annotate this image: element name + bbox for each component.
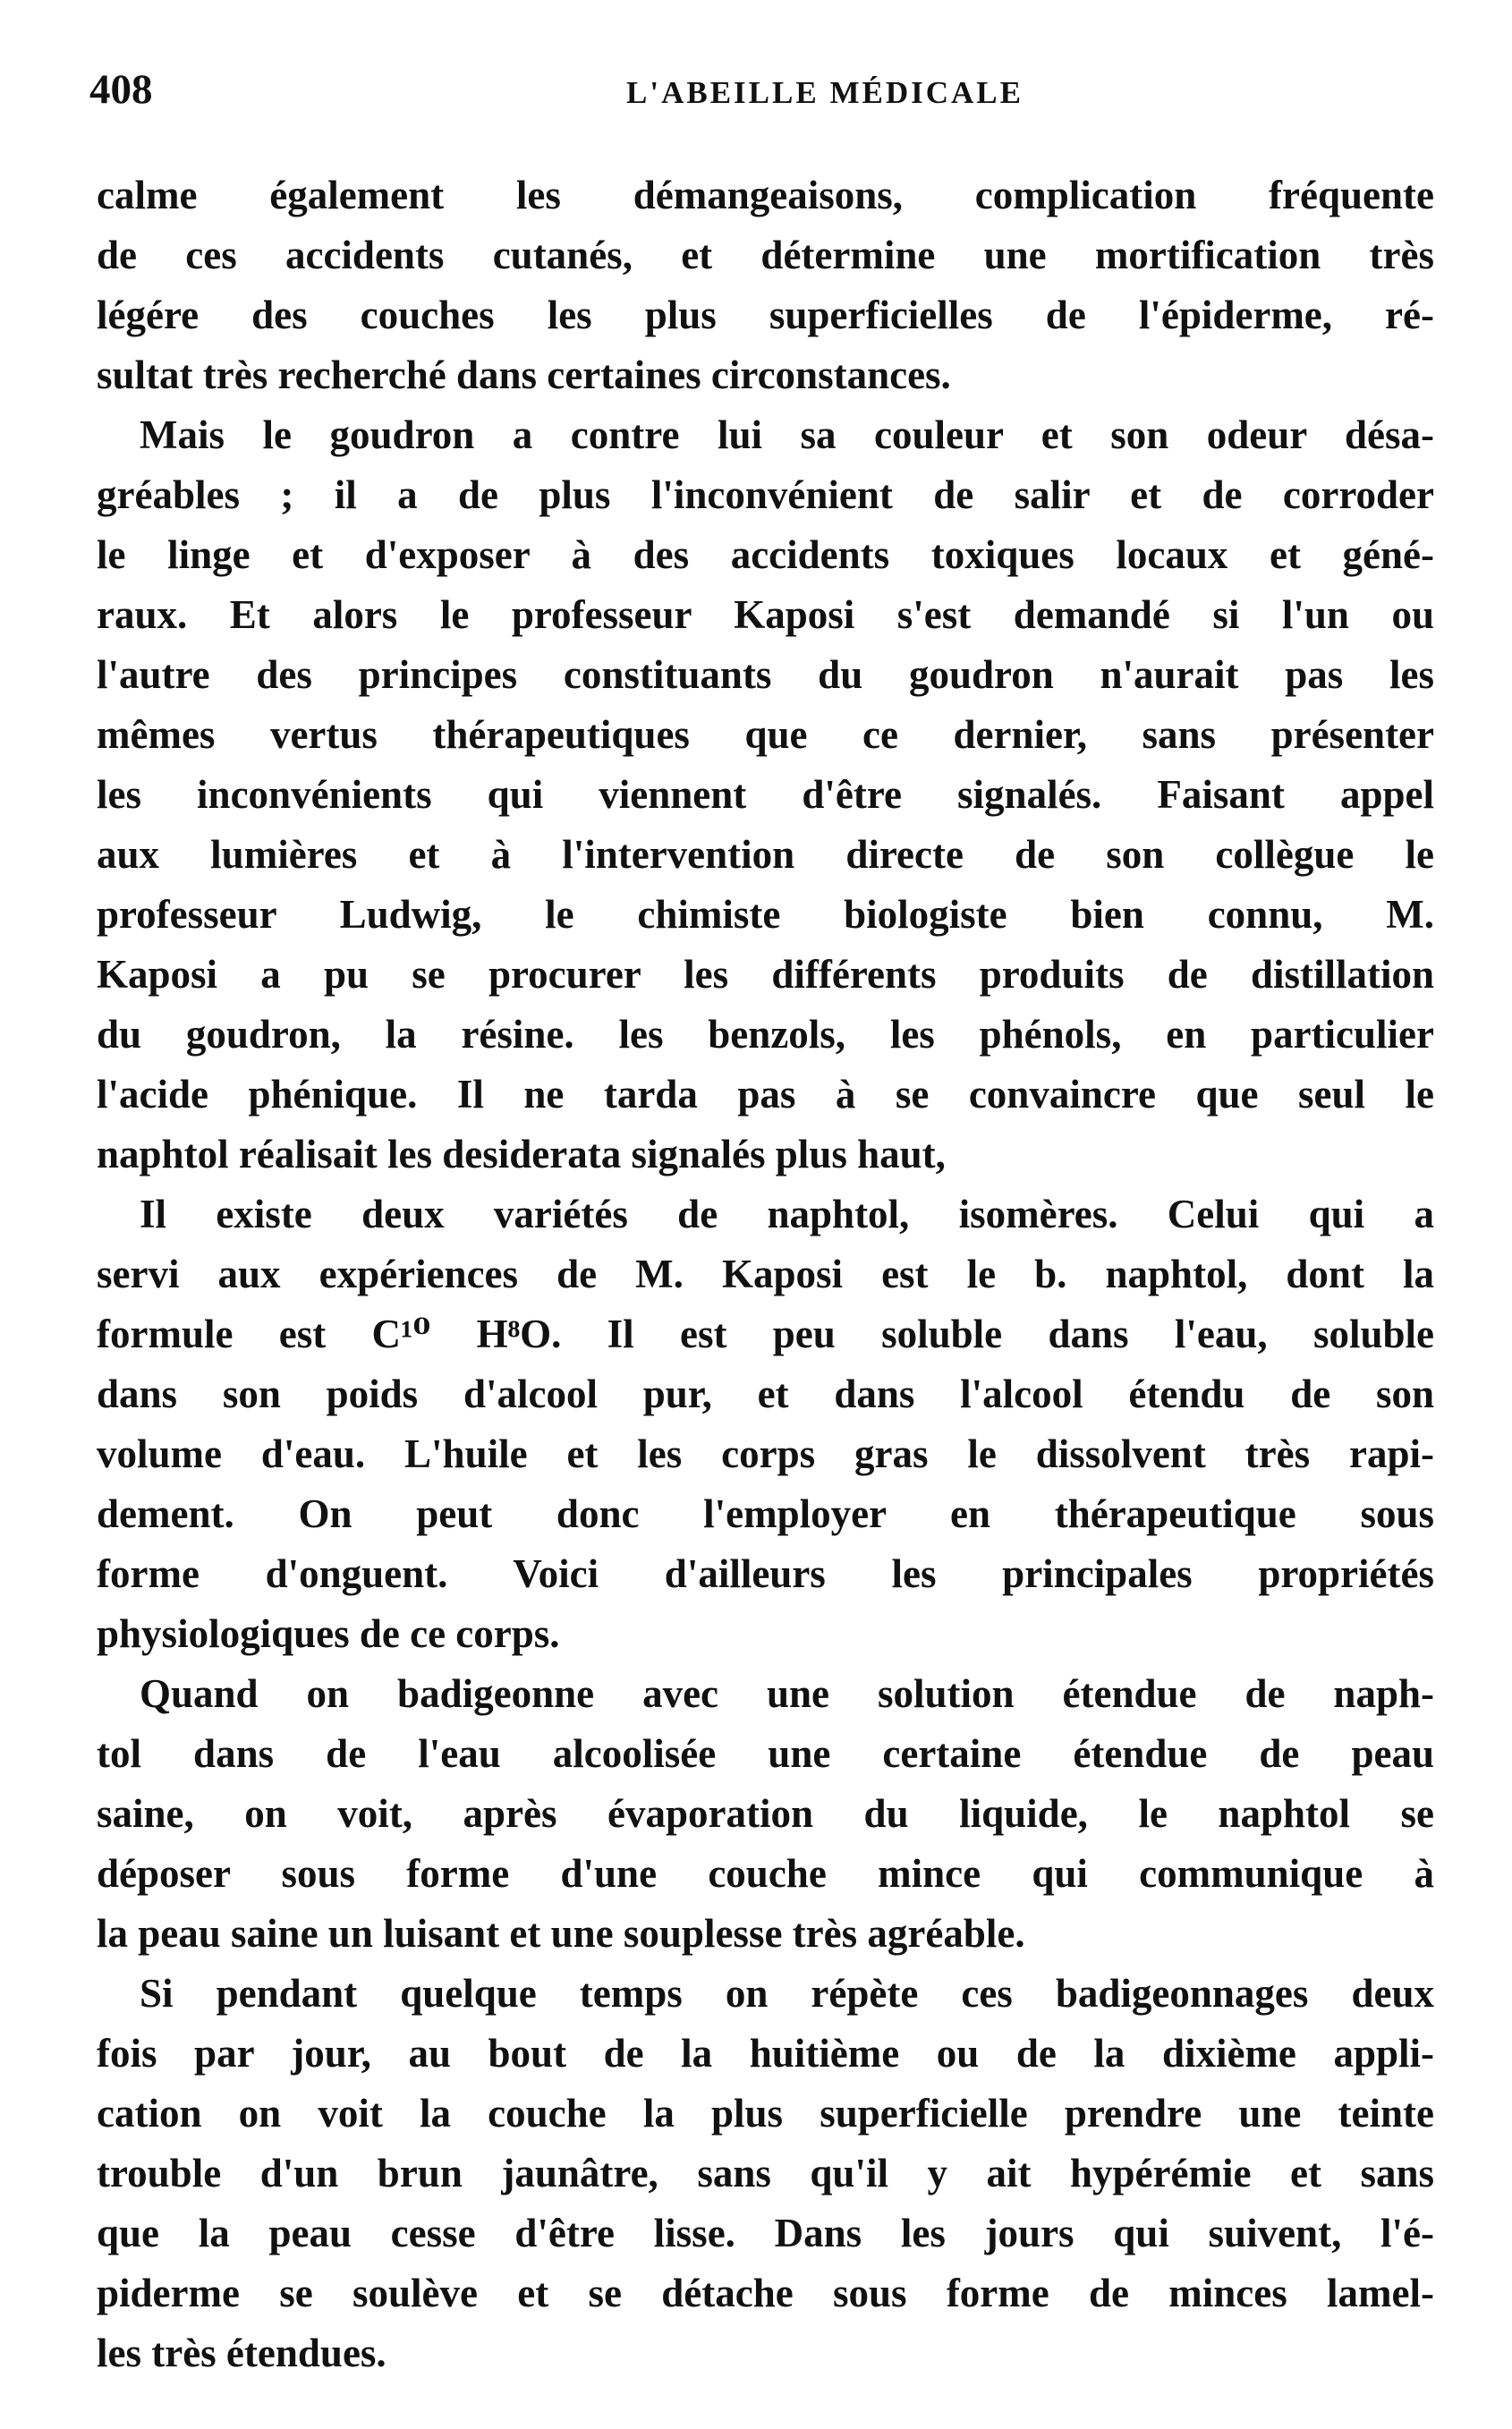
text-line: que la peau cesse d'être lisse. Dans les jours qui suivent, l'é-	[97, 2211, 1434, 2255]
text-line: piderme se soulève et se détache sous forme de minces lamel-	[97, 2271, 1434, 2315]
text-line: forme d'onguent. Voici d'ailleurs les principales propriétés	[97, 1551, 1434, 1596]
text-line: la peau saine un luisant et une souplesse très agréable.	[97, 1911, 1025, 1956]
text-line: fois par jour, au bout de la huitième ou de la dixième appli-	[97, 2031, 1434, 2076]
text-line: sultat très recherché dans certaines circonstances.	[97, 352, 951, 397]
text-line: Mais le goudron a contre lui sa couleur et son odeur désa-	[140, 412, 1434, 457]
body-text	[97, 166, 1434, 2383]
text-line: trouble d'un brun jaunâtre, sans qu'il y ait hypérémie et sans	[97, 2151, 1434, 2195]
text-line: le linge et d'exposer à des accidents toxiques locaux et géné-	[97, 532, 1434, 577]
text-line: naphtol réalisait les desiderata signalés plus haut,	[97, 1132, 946, 1176]
page-header	[89, 63, 1423, 125]
text-line: Si pendant quelque temps on répète ces badigeonnages deux	[140, 1971, 1434, 2016]
text-line: dans son poids d'alcool pur, et dans l'alcool étendu de son	[97, 1372, 1434, 1416]
text-line: tol dans de l'eau alcoolisée une certaine étendue de peau	[97, 1731, 1434, 1776]
running-title: L'ABEILLE MÉDICALE	[626, 75, 1024, 110]
text-line: Il existe deux variétés de naphtol, isomères. Celui qui a	[140, 1192, 1434, 1236]
page-number: 408	[89, 66, 153, 113]
text-line: physiologiques de ce corps.	[97, 1611, 560, 1656]
text-line: volume d'eau. L'huile et les corps gras le dissolvent très rapi-	[97, 1431, 1434, 1476]
text-line: gréables ; il a de plus l'inconvénient de salir et de corroder	[97, 472, 1434, 517]
text-line: servi aux expériences de M. Kaposi est le b. naphtol, dont la	[97, 1252, 1434, 1296]
text-line: cation on voit la couche la plus superficielle prendre une teinte	[97, 2091, 1434, 2136]
text-line: de ces accidents cutanés, et détermine une mortification très	[97, 233, 1434, 277]
text-line: Quand on badigeonne avec une solution étendue de naph-	[140, 1671, 1434, 1716]
text-line: formule est C¹⁰ H⁸O. Il est peu soluble dans l'eau, soluble	[97, 1312, 1434, 1356]
text-line: du goudron, la résine. les benzols, les phénols, en particulier	[97, 1012, 1434, 1057]
text-line: les très étendues.	[97, 2331, 386, 2375]
text-line: l'acide phénique. Il ne tarda pas à se convaincre que seul le	[97, 1072, 1434, 1117]
text-line: saine, on voit, après évaporation du liquide, le naphtol se	[97, 1791, 1434, 1836]
text-line: l'autre des principes constituants du goudron n'aurait pas les	[97, 652, 1434, 697]
text-line: déposer sous forme d'une couche mince qui communique à	[97, 1851, 1434, 1896]
text-line: calme également les démangeaisons, complication fréquente	[97, 173, 1434, 217]
text-line: aux lumières et à l'intervention directe de son collègue le	[97, 832, 1434, 877]
text-line: légére des couches les plus superficielles de l'épiderme, ré-	[97, 293, 1434, 337]
text-line: les inconvénients qui viennent d'être signalés. Faisant appel	[97, 772, 1434, 817]
text-line: professeur Ludwig, le chimiste biologiste bien connu, M.	[97, 892, 1434, 937]
text-line: mêmes vertus thérapeutiques que ce dernier, sans présenter	[97, 712, 1434, 757]
text-line: Kaposi a pu se procurer les différents produits de distillation	[97, 952, 1434, 997]
text-line: dement. On peut donc l'employer en thérapeutique sous	[97, 1491, 1434, 1536]
text-line: raux. Et alors le professeur Kaposi s'est demandé si l'un ou	[97, 592, 1434, 637]
